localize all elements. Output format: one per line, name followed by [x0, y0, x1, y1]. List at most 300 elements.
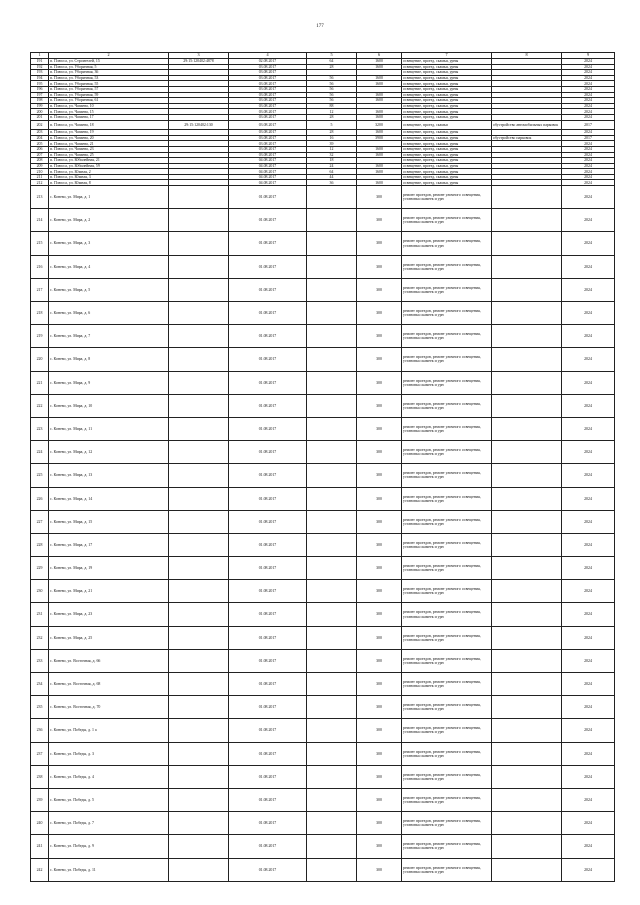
table-cell: ремонт проездов, ремонт уличного освещения, установка скамеек и урн — [402, 487, 492, 510]
table-cell: 2024 — [562, 174, 615, 180]
table-cell: 56 — [307, 75, 357, 81]
table-cell: 216 — [31, 255, 49, 278]
table-cell: с. Конево, ул. Мира, д. 2 — [49, 209, 169, 232]
table-cell — [169, 580, 229, 603]
table-cell: с. Конево, ул. Мира, д. 25 — [49, 626, 169, 649]
table-cell: 228 — [31, 533, 49, 556]
table-cell: 03.08.2017 — [229, 109, 307, 115]
table-row — [31, 603, 615, 626]
table-cell: ремонт проездов, ремонт уличного освещения, установка скамеек и урн — [402, 325, 492, 348]
table-cell: 03.08.2017 — [229, 98, 307, 104]
table-cell: 2017 — [562, 135, 615, 141]
table-cell: с. Конево, ул. Мира, д. 5 — [49, 278, 169, 301]
table-cell: обустройство парковок — [492, 135, 562, 141]
table-row — [31, 302, 615, 325]
column-header: 6 — [357, 53, 402, 59]
table-cell: 1600 — [357, 114, 402, 120]
table-cell: с. Конево, ул. Мира, д. 19 — [49, 557, 169, 580]
table-cell: ремонт проездов, ремонт уличного освещения, установка скамеек и урн — [402, 812, 492, 835]
table-cell: 3900 — [357, 135, 402, 141]
table-cell: освещение, проезд, скамьи, урны — [402, 146, 492, 152]
table-cell: 300 — [357, 302, 402, 325]
table-cell — [307, 417, 357, 440]
table-cell: 16 — [307, 135, 357, 141]
table-cell: 300 — [357, 858, 402, 881]
table-cell — [307, 626, 357, 649]
page-number: 177 — [316, 24, 324, 29]
table-cell: 300 — [357, 765, 402, 788]
column-header: 5 — [307, 53, 357, 59]
table-cell: п. Плюсса, ул. Чапаева, 18 — [49, 120, 169, 130]
table-cell: 03.08.2017 — [229, 64, 307, 70]
table-cell: 1600 — [357, 92, 402, 98]
table-cell: 230 — [31, 580, 49, 603]
table-cell: 5 — [307, 120, 357, 130]
table-cell — [169, 325, 229, 348]
table-cell: с. Конево, ул. Мира, д. 11 — [49, 417, 169, 440]
table-cell: освещение, проезд, скамьи, урны — [402, 59, 492, 65]
table-cell: 300 — [357, 510, 402, 533]
table-cell: 193 — [31, 70, 49, 76]
table-cell: освещение, проезд, скамьи, урны — [402, 70, 492, 76]
table-cell — [169, 835, 229, 858]
table-cell: 01.08.2017 — [229, 278, 307, 301]
table-cell — [169, 278, 229, 301]
table-cell — [492, 325, 562, 348]
table-cell: 2024 — [562, 92, 615, 98]
table-cell — [492, 812, 562, 835]
table-cell: 205 — [31, 141, 49, 147]
table-cell: 201 — [31, 114, 49, 120]
table-cell — [169, 487, 229, 510]
table-cell: 207 — [31, 152, 49, 158]
table-cell: 36 — [307, 180, 357, 186]
table-cell — [307, 464, 357, 487]
table-cell: 2024 — [562, 858, 615, 881]
table-cell: 2024 — [562, 255, 615, 278]
table-cell: 300 — [357, 325, 402, 348]
table-cell: 300 — [357, 232, 402, 255]
table-cell: п. Плюсса, ул. Чапаева, 25 — [49, 152, 169, 158]
table-cell: п. Плюсса, ул. Строителей, 15 — [49, 59, 169, 65]
table-cell: ремонт проездов, ремонт уличного освещения, установка скамеек и урн — [402, 788, 492, 811]
table-cell: 2024 — [562, 302, 615, 325]
table-cell: 01.08.2017 — [229, 765, 307, 788]
table-cell: 01.08.2017 — [229, 232, 307, 255]
table-cell: 03.08.2017 — [229, 75, 307, 81]
table-cell: 04.08.2017 — [229, 158, 307, 164]
table-cell: с. Конево, ул. Мира, д. 7 — [49, 325, 169, 348]
table-cell: 2024 — [562, 114, 615, 120]
table-cell: ремонт проездов, ремонт уличного освещения, установка скамеек и урн — [402, 835, 492, 858]
table-cell — [307, 371, 357, 394]
table-cell: 29:15:120402:130 — [169, 120, 229, 130]
table-cell: 300 — [357, 394, 402, 417]
table-cell — [307, 394, 357, 417]
table-cell: 300 — [357, 673, 402, 696]
table-cell: с. Конево, ул. Мира, д. 23 — [49, 603, 169, 626]
table-cell — [307, 765, 357, 788]
table-cell: 197 — [31, 92, 49, 98]
table-cell: п. Плюсса, ул. Чапаева, 15 — [49, 109, 169, 115]
table-cell: с. Конево, ул. Победы, д. 3 — [49, 742, 169, 765]
table-cell: 240 — [31, 812, 49, 835]
table-cell: 01.08.2017 — [229, 626, 307, 649]
table-row — [31, 325, 615, 348]
table-cell: 2024 — [562, 696, 615, 719]
table-row — [31, 557, 615, 580]
table-cell — [169, 209, 229, 232]
table-cell: ремонт проездов, ремонт уличного освещения, установка скамеек и урн — [402, 603, 492, 626]
table-cell: 238 — [31, 765, 49, 788]
table-cell: 300 — [357, 626, 402, 649]
table-cell — [169, 186, 229, 209]
table-cell: ремонт проездов, ремонт уличного освещения, установка скамеек и урн — [402, 696, 492, 719]
table-cell: п. Плюсса, ул. Уборичная, 53 — [49, 75, 169, 81]
table-cell: 300 — [357, 441, 402, 464]
table-cell: п. Плюсса, ул. Уборичная, 36 — [49, 70, 169, 76]
table-row — [31, 348, 615, 371]
table-cell: 03.08.2017 — [229, 120, 307, 130]
table-cell: 227 — [31, 510, 49, 533]
table-cell: 300 — [357, 209, 402, 232]
table-cell: 01.08.2017 — [229, 510, 307, 533]
table-cell: с. Конево, ул. Победы, д. 4 — [49, 765, 169, 788]
table-cell: 56 — [307, 81, 357, 87]
table-cell: 03.08.2017 — [229, 81, 307, 87]
table-cell — [492, 487, 562, 510]
table-cell: 300 — [357, 557, 402, 580]
table-cell: 231 — [31, 603, 49, 626]
table-cell: 300 — [357, 719, 402, 742]
table-cell: 03.08.2017 — [229, 70, 307, 76]
table-cell: 1600 — [357, 152, 402, 158]
table-cell: ремонт проездов, ремонт уличного освещения, установка скамеек и урн — [402, 533, 492, 556]
table-cell: с. Конево, ул. Победы, д. 9 — [49, 835, 169, 858]
table-cell — [169, 232, 229, 255]
table-cell — [307, 441, 357, 464]
table-cell: 2024 — [562, 75, 615, 81]
table-cell — [492, 510, 562, 533]
table-cell: 01.08.2017 — [229, 649, 307, 672]
table-cell: 236 — [31, 719, 49, 742]
table-row — [31, 835, 615, 858]
table-cell — [492, 255, 562, 278]
table-row — [31, 765, 615, 788]
table-row — [31, 394, 615, 417]
table-cell: 300 — [357, 487, 402, 510]
table-cell: 195 — [31, 81, 49, 87]
table-cell: 2024 — [562, 81, 615, 87]
table-cell: 18 — [307, 158, 357, 164]
table-cell: 56 — [307, 86, 357, 92]
table-cell: п. Плюсса, ул. Чапаева, 10 — [49, 103, 169, 109]
table-cell: освещение, проезд, скамьи, урны — [402, 174, 492, 180]
table-cell: п. Плюсса, ул. Южная, 2 — [49, 169, 169, 175]
table-cell: освещение, проезд, скамьи, урны — [402, 81, 492, 87]
table-cell: 01.08.2017 — [229, 186, 307, 209]
table-cell: 239 — [31, 788, 49, 811]
table-cell: 1600 — [357, 146, 402, 152]
table-cell — [492, 464, 562, 487]
table-cell: с. Конево, ул. Мира, д. 13 — [49, 464, 169, 487]
table-cell: с. Конево, ул. Мира, д. 10 — [49, 394, 169, 417]
table-body — [31, 53, 615, 882]
table-cell: 229 — [31, 557, 49, 580]
table-cell: 2024 — [562, 169, 615, 175]
table-cell: п. Плюсса, ул. Южная, 8 — [49, 180, 169, 186]
table-cell — [492, 417, 562, 440]
table-cell: 226 — [31, 487, 49, 510]
table-cell: п. Плюсса, ул. Уборичная, 57 — [49, 86, 169, 92]
table-cell — [307, 649, 357, 672]
table-cell — [492, 302, 562, 325]
table-cell: 03.08.2017 — [229, 103, 307, 109]
table-cell: 1600 — [357, 180, 402, 186]
table-cell: п. Плюсса, ул. Южная, 3 — [49, 174, 169, 180]
table-cell: 64 — [307, 59, 357, 65]
table-cell — [169, 371, 229, 394]
table-cell: с. Конево, ул. Мира, д. 9 — [49, 371, 169, 394]
table-cell — [492, 696, 562, 719]
table-cell — [307, 788, 357, 811]
table-cell: 56 — [307, 92, 357, 98]
table-cell: ремонт проездов, ремонт уличного освещения, установка скамеек и урн — [402, 510, 492, 533]
table-cell: 300 — [357, 649, 402, 672]
table-cell: 2024 — [562, 788, 615, 811]
table-cell: с. Конево, ул. Мира, д. 15 — [49, 510, 169, 533]
table-cell: с. Конево, ул. Мира, д. 12 — [49, 441, 169, 464]
table-cell: ремонт проездов, ремонт уличного освещения, установка скамеек и урн — [402, 232, 492, 255]
table-cell — [492, 835, 562, 858]
table-cell: освещение, проезд, скамьи, урны — [402, 86, 492, 92]
table-cell: 24 — [307, 163, 357, 169]
table-cell: ремонт проездов, ремонт уличного освещения, установка скамеек и урн — [402, 858, 492, 881]
table-cell: 1600 — [357, 64, 402, 70]
table-cell: 01.08.2017 — [229, 673, 307, 696]
table-cell: 2024 — [562, 464, 615, 487]
table-cell: 2024 — [562, 163, 615, 169]
table-cell: 2024 — [562, 835, 615, 858]
table-cell: 2024 — [562, 603, 615, 626]
table-cell: 01.08.2017 — [229, 325, 307, 348]
table-cell: с. Конево, ул. Мира, д. 1 — [49, 186, 169, 209]
table-cell: 2024 — [562, 673, 615, 696]
table-cell: 300 — [357, 788, 402, 811]
table-cell — [307, 603, 357, 626]
table-row — [31, 487, 615, 510]
table-cell: с. Конево, ул. Победы, д. 11 — [49, 858, 169, 881]
table-cell: 1600 — [357, 109, 402, 115]
table-cell: ремонт проездов, ремонт уличного освещения, установка скамеек и урн — [402, 186, 492, 209]
table-cell: 225 — [31, 464, 49, 487]
table-cell: 01.08.2017 — [229, 255, 307, 278]
table-cell — [492, 232, 562, 255]
table-cell: 01.08.2017 — [229, 533, 307, 556]
table-cell — [492, 209, 562, 232]
table-cell: 2024 — [562, 441, 615, 464]
table-cell: 64 — [307, 169, 357, 175]
table-cell: 01.08.2017 — [229, 719, 307, 742]
table-cell: освещение, проезд, скамьи, урны — [402, 141, 492, 147]
table-cell: 208 — [31, 158, 49, 164]
table-cell: 300 — [357, 742, 402, 765]
table-cell: 01.08.2017 — [229, 441, 307, 464]
table-cell: 28 — [307, 130, 357, 136]
table-cell: ремонт проездов, ремонт уличного освещения, установка скамеек и урн — [402, 649, 492, 672]
table-cell: 39 — [307, 141, 357, 147]
table-cell: 2024 — [562, 64, 615, 70]
table-cell: с. Конево, ул. Мира, д. 4 — [49, 255, 169, 278]
table-cell — [492, 788, 562, 811]
table-cell: 1600 — [357, 75, 402, 81]
table-cell — [307, 209, 357, 232]
table-cell: 02.08.2017 — [229, 59, 307, 65]
table-cell: 221 — [31, 371, 49, 394]
table-cell: 191 — [31, 59, 49, 65]
table-cell — [492, 441, 562, 464]
table-cell: с. Конево, ул. Мира, д. 21 — [49, 580, 169, 603]
table-cell: 217 — [31, 278, 49, 301]
table-cell: ремонт проездов, ремонт уличного освещения, установка скамеек и урн — [402, 371, 492, 394]
table-cell: ремонт проездов, ремонт уличного освещения, установка скамеек и урн — [402, 673, 492, 696]
table-cell — [169, 788, 229, 811]
table-cell — [492, 580, 562, 603]
table-cell: 196 — [31, 86, 49, 92]
table-cell — [307, 186, 357, 209]
table-cell: 2024 — [562, 278, 615, 301]
table-cell — [307, 812, 357, 835]
table-cell — [169, 255, 229, 278]
table-cell: 300 — [357, 835, 402, 858]
table-cell: 241 — [31, 835, 49, 858]
table-cell — [492, 394, 562, 417]
table-cell: ремонт проездов, ремонт уличного освещения, установка скамеек и урн — [402, 441, 492, 464]
table-cell: 04.08.2017 — [229, 163, 307, 169]
table-cell: с. Конево, ул. Победы, д. 5 — [49, 788, 169, 811]
table-cell: 01.08.2017 — [229, 742, 307, 765]
table-cell — [492, 557, 562, 580]
table-cell: 203 — [31, 130, 49, 136]
table-cell: 2024 — [562, 232, 615, 255]
table-row — [31, 742, 615, 765]
table-cell: п. Плюсса, ул. Уборичная, 61 — [49, 98, 169, 104]
table-cell: 1600 — [357, 130, 402, 136]
table-row — [31, 464, 615, 487]
table-cell: с. Конево, ул. Мира, д. 6 — [49, 302, 169, 325]
table-cell: 233 — [31, 649, 49, 672]
table-cell: с. Конево, ул. Мира, д. 14 — [49, 487, 169, 510]
table-cell: 2024 — [562, 158, 615, 164]
table-cell: 223 — [31, 417, 49, 440]
table-cell — [169, 719, 229, 742]
table-cell — [307, 255, 357, 278]
table-cell — [492, 533, 562, 556]
table-cell: 32 — [307, 152, 357, 158]
table-cell — [307, 232, 357, 255]
table-cell: 01.08.2017 — [229, 394, 307, 417]
table-cell — [169, 417, 229, 440]
table-cell: с. Конево, ул. Мира, д. 3 — [49, 232, 169, 255]
table-cell: ремонт проездов, ремонт уличного освещения, установка скамеек и урн — [402, 348, 492, 371]
table-cell: 206 — [31, 146, 49, 152]
table-cell: 2024 — [562, 580, 615, 603]
table-cell: 01.08.2017 — [229, 812, 307, 835]
table-cell: 2024 — [562, 719, 615, 742]
table-row — [31, 441, 615, 464]
table-cell: с. Конево, ул. Победы, д. 7 — [49, 812, 169, 835]
table-cell: 2024 — [562, 649, 615, 672]
table-cell — [492, 673, 562, 696]
table-cell: 01.08.2017 — [229, 302, 307, 325]
table-cell: освещение, проезд, скамьи, урны — [402, 98, 492, 104]
table-cell: освещение, проезд, скамьи, урны — [402, 114, 492, 120]
table-cell: 01.08.2017 — [229, 464, 307, 487]
table-cell: 211 — [31, 174, 49, 180]
table-cell — [169, 696, 229, 719]
table-cell: с. Конево, ул. Восточная, д. 70 — [49, 696, 169, 719]
table-cell: 28 — [307, 64, 357, 70]
table-cell: 2024 — [562, 186, 615, 209]
table-row — [31, 580, 615, 603]
table-cell — [307, 835, 357, 858]
table-cell: 04.08.2017 — [229, 180, 307, 186]
table-cell: п. Плюсса, ул. Чапаева, 23 — [49, 146, 169, 152]
column-header: 7 — [402, 53, 492, 59]
table-cell: 2024 — [562, 742, 615, 765]
column-header: 2 — [49, 53, 169, 59]
table-cell: 2024 — [562, 533, 615, 556]
table-cell: с. Конево, ул. Мира, д. 17 — [49, 533, 169, 556]
table-cell: 2024 — [562, 325, 615, 348]
table-cell — [169, 673, 229, 696]
table-cell: 88 — [307, 103, 357, 109]
table-cell: 44 — [307, 174, 357, 180]
table-row — [31, 533, 615, 556]
table-cell — [307, 673, 357, 696]
table-cell: 1600 — [357, 98, 402, 104]
table-cell: с. Конево, ул. Восточная, д. 66 — [49, 649, 169, 672]
table-cell — [492, 603, 562, 626]
table-cell: 2024 — [562, 394, 615, 417]
column-header: 9 — [562, 53, 615, 59]
table-cell: 300 — [357, 533, 402, 556]
table-cell: п. Плюсса, ул. Юбилейная, 21 — [49, 158, 169, 164]
table-cell — [307, 278, 357, 301]
table-cell: 01.08.2017 — [229, 487, 307, 510]
table-cell: 2024 — [562, 152, 615, 158]
table-cell: 1600 — [357, 169, 402, 175]
table-cell: ремонт проездов, ремонт уличного освещения, установка скамеек и урн — [402, 302, 492, 325]
table-cell — [169, 557, 229, 580]
table-cell: 2024 — [562, 70, 615, 76]
table-cell: освещение, проезд, скамьи, урны — [402, 109, 492, 115]
table-cell: 219 — [31, 325, 49, 348]
table-cell: 28 — [307, 114, 357, 120]
table-cell: 234 — [31, 673, 49, 696]
table-cell: ремонт проездов, ремонт уличного освещения, установка скамеек и урн — [402, 580, 492, 603]
table-row — [31, 120, 615, 130]
table-cell — [492, 278, 562, 301]
table-cell: освещение, проезд, скамьи, урны — [402, 169, 492, 175]
table-cell: ремонт проездов, ремонт уличного освещения, установка скамеек и урн — [402, 464, 492, 487]
table-cell: 237 — [31, 742, 49, 765]
table-cell: 194 — [31, 75, 49, 81]
table-cell: п. Плюсса, ул. Чапаева, 21 — [49, 141, 169, 147]
table-cell: п. Плюсса, ул. Уборичная, 55 — [49, 81, 169, 87]
table-row — [31, 696, 615, 719]
table-cell: освещение, проезд, скамьи, урны — [402, 163, 492, 169]
